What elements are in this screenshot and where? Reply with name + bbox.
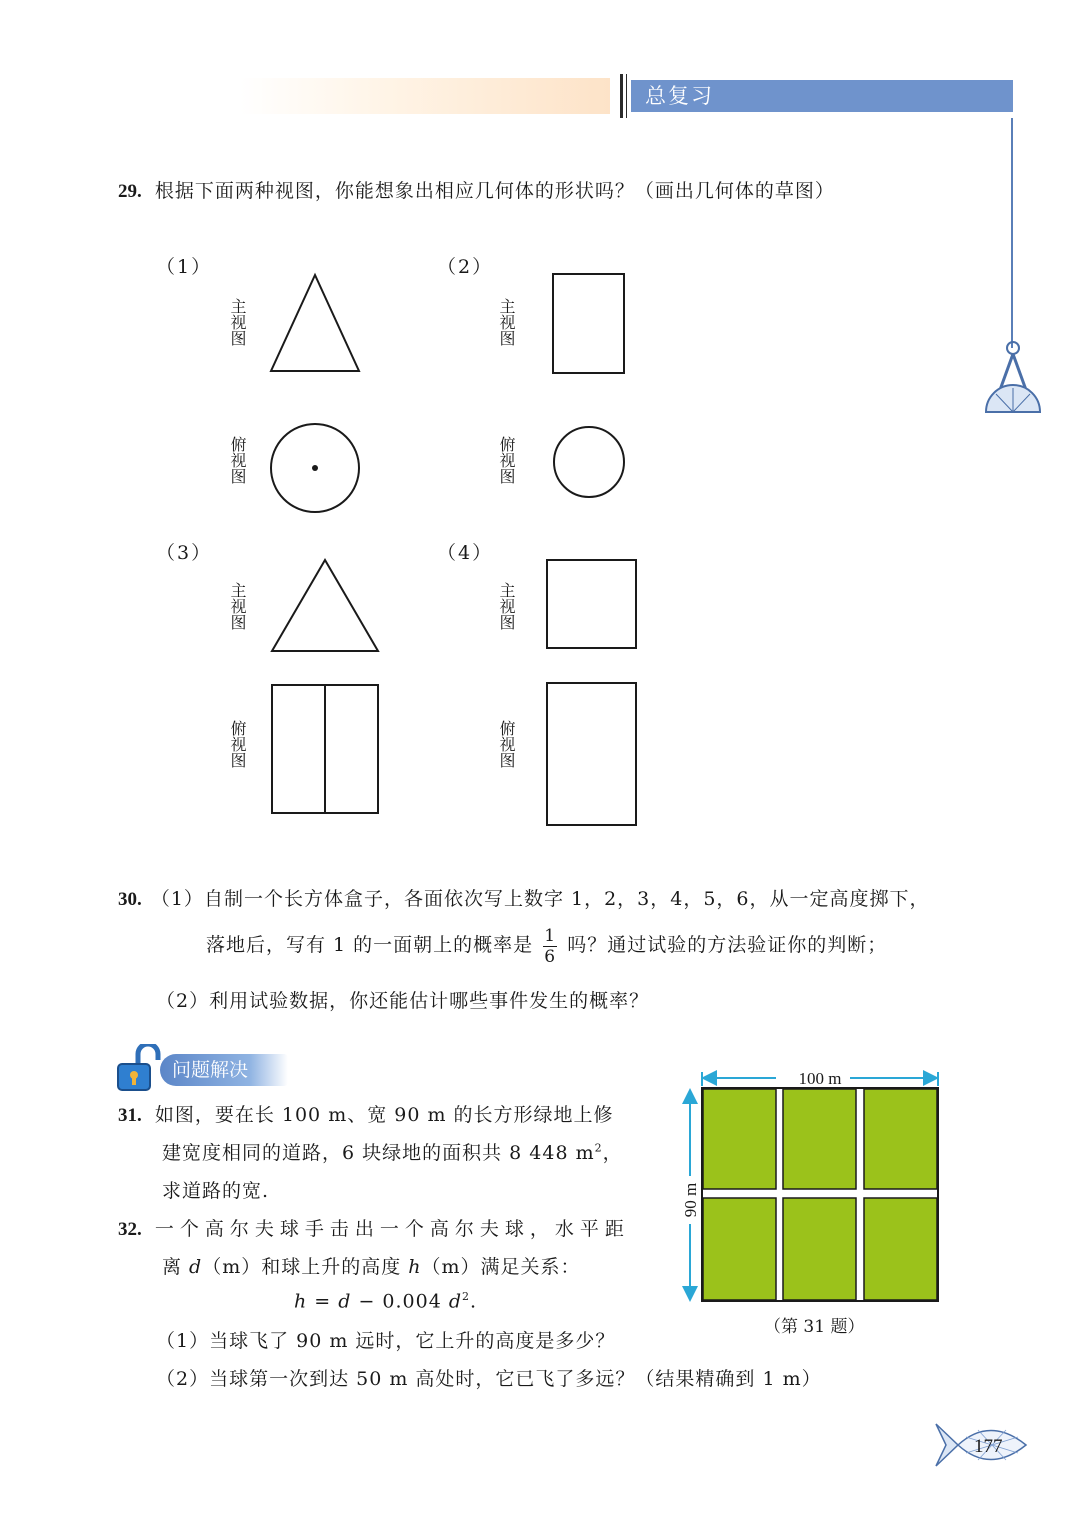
variable-h: h <box>408 1256 422 1278</box>
section-badge: 问题解决 <box>160 1054 288 1086</box>
three-view-drawings <box>0 0 700 840</box>
question-32-part-2 <box>156 1364 822 1391</box>
superscript: 2 <box>594 1141 603 1155</box>
unlock-icon <box>116 1044 162 1092</box>
green-plot <box>703 1089 776 1189</box>
question-30-line-2 <box>206 923 887 967</box>
top-view-label: 俯视图 <box>228 436 247 484</box>
green-plot <box>783 1089 856 1189</box>
question-32 <box>118 1214 630 1241</box>
circle-top-view <box>554 427 624 497</box>
superscript: 2 <box>462 1290 471 1303</box>
question-text: 落地后，写有 1 的一面朝上的概率是 <box>206 934 534 956</box>
question-text: 利用试验数据，你还能估计哪些事件发生的概率？ <box>209 990 650 1012</box>
part-label: （1） <box>156 1330 210 1352</box>
question-32-part-1 <box>156 1326 615 1353</box>
front-view-label: 主视图 <box>497 582 516 630</box>
part-2-label: （2） <box>437 256 494 278</box>
variable-h: h <box>294 1290 308 1313</box>
question-32-line-2 <box>162 1252 581 1279</box>
question-text: （m）满足关系： <box>421 1256 581 1278</box>
variable-d: d <box>448 1290 463 1313</box>
fraction <box>543 926 557 967</box>
rectangle-front-view <box>553 274 624 373</box>
question-number: 29. <box>118 181 142 202</box>
page-number: 177 <box>974 1436 1003 1457</box>
fraction-numerator: 1 <box>544 925 557 946</box>
green-plot <box>864 1089 937 1189</box>
question-text: 根据下面两种视图，你能想象出相应几何体的形状吗？（画出几何体的草图） <box>154 180 835 202</box>
formula <box>294 1290 477 1312</box>
width-label: 100 m <box>798 1069 842 1088</box>
part-4-label: （4） <box>437 542 494 564</box>
fraction-denominator: 6 <box>544 946 557 967</box>
front-view-label: 主视图 <box>497 298 516 346</box>
question-number: 31. <box>118 1105 142 1126</box>
part-label: （1） <box>150 888 204 910</box>
question-text: ， <box>602 1142 623 1164</box>
formula-text: = <box>307 1290 339 1313</box>
green-plot <box>703 1198 776 1300</box>
formula-text: − 0.004 <box>351 1290 449 1313</box>
center-dot <box>312 465 318 471</box>
question-31-line-2 <box>162 1138 623 1165</box>
triangle-front-view <box>272 560 378 651</box>
question-text: 自制一个长方体盒子，各面依次写上数字 1，2，3，4，5，6，从一定高度掷下， <box>203 888 930 910</box>
question-text: 当球第一次到达 50 m 高处时，它已飞了多远？（结果精确到 1 m） <box>209 1368 822 1390</box>
variable-d: d <box>189 1256 203 1278</box>
question-text: 如图，要在长 100 m、宽 90 m 的长方形绿地上修 <box>154 1104 614 1126</box>
question-text: （m）和球上升的高度 <box>202 1256 409 1278</box>
question-text: 离 <box>162 1256 190 1278</box>
triangle-front-view <box>271 275 359 371</box>
square-front-view <box>547 560 636 648</box>
question-text: 一个高尔夫球手击出一个高尔夫球，水平距 <box>154 1218 630 1240</box>
question-31-line-3: 求道路的宽. <box>162 1180 270 1202</box>
question-31 <box>118 1100 614 1127</box>
part-label: （2） <box>156 990 210 1012</box>
top-view-label: 俯视图 <box>228 720 247 768</box>
figure-caption: （第 31 题） <box>764 1317 865 1337</box>
question-number: 32. <box>118 1219 142 1240</box>
question-text: 吗？通过试验的方法验证你的判断； <box>567 934 888 956</box>
margin-line <box>1011 118 1013 348</box>
part-3-label: （3） <box>156 542 213 564</box>
compass-protractor-icon <box>978 338 1048 420</box>
rectangle-top-view <box>547 683 636 825</box>
question-text: 当球飞了 90 m 远时，它上升的高度是多少？ <box>209 1330 616 1352</box>
front-view-label: 主视图 <box>228 298 247 346</box>
top-view-label: 俯视图 <box>497 720 516 768</box>
front-view-label: 主视图 <box>228 582 247 630</box>
question-30 <box>118 884 930 911</box>
question-30-part-2 <box>156 986 649 1013</box>
question-number: 30. <box>118 889 142 910</box>
green-plot <box>783 1198 856 1300</box>
part-1-label: （1） <box>156 256 213 278</box>
formula-text: . <box>470 1290 478 1313</box>
figure-31-plan <box>676 1064 948 1314</box>
variable-d: d <box>338 1290 352 1313</box>
top-view-label: 俯视图 <box>497 436 516 484</box>
height-label: 90 m <box>681 1182 700 1218</box>
section-title: 总复习 <box>631 80 1013 112</box>
part-label: （2） <box>156 1368 210 1390</box>
question-text: 建宽度相同的道路，6 块绿地的面积共 8 448 m <box>162 1142 595 1164</box>
green-plot <box>864 1198 937 1300</box>
